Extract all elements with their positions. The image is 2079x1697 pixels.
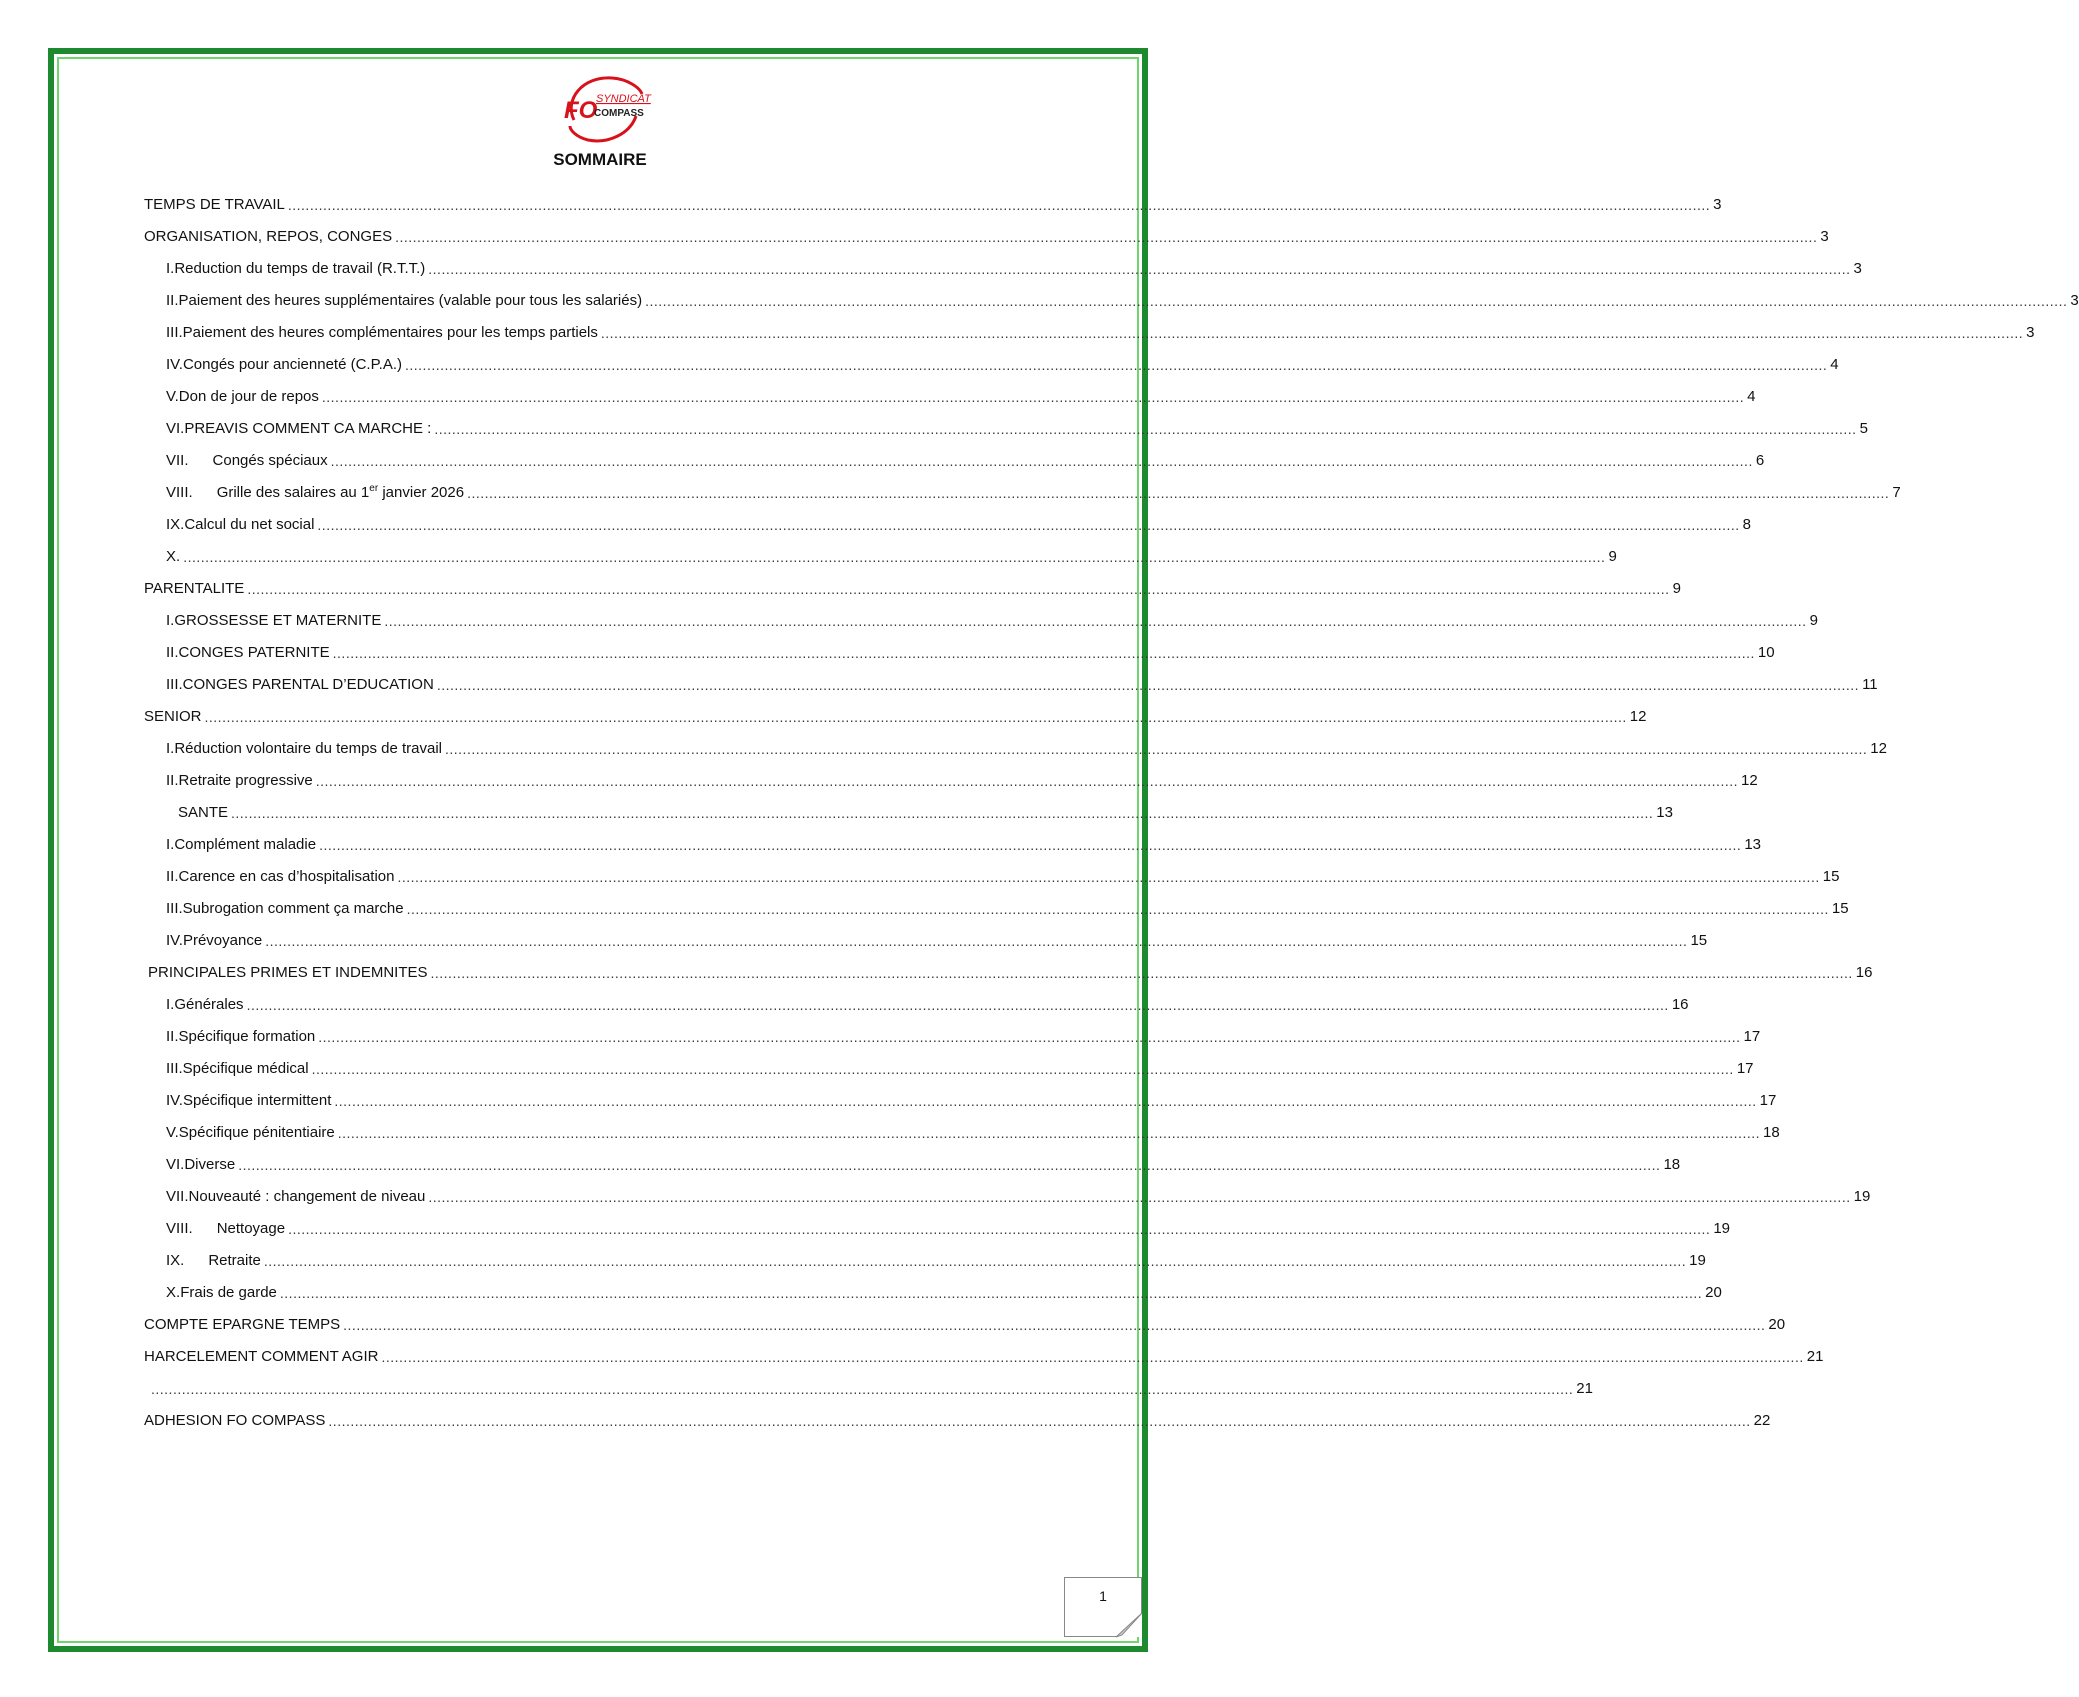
toc-entry-label: Nouveauté : changement de niveau: [188, 1188, 426, 1205]
toc-entry-page: 4: [1747, 388, 1756, 405]
logo-syndicat: SYNDICAT: [596, 93, 651, 105]
toc-leader-dots: ....................................................................................................................................................................................................................................................................................................................................: [319, 837, 1742, 853]
toc-entry[interactable]: [144, 254, 1862, 278]
toc-entry-label: Carence en cas d’hospitalisation: [178, 868, 395, 885]
toc-entry-page: 19: [1853, 1188, 1871, 1205]
toc-entry-page: 21: [1576, 1380, 1593, 1397]
toc-entry-page: 16: [1671, 996, 1689, 1013]
toc-entry-label: Reduction du temps de travail (R.T.T.): [174, 260, 426, 277]
toc-entry-label: Spécifique intermittent: [182, 1092, 332, 1109]
toc-entry[interactable]: [144, 862, 1840, 886]
toc-leader-dots: ....................................................................................................................................................................................................................................................................................................................................: [246, 997, 1669, 1013]
toc-entry-page: 16: [1855, 964, 1873, 981]
toc-entry-page: 15: [1831, 900, 1849, 917]
toc-entry[interactable]: [144, 766, 1758, 790]
toc-entry-label: PARENTALITE: [144, 580, 245, 597]
toc-entry-label: CONGES PATERNITE: [178, 644, 330, 661]
toc-entry[interactable]: [144, 798, 1673, 822]
toc-entry[interactable]: [144, 1150, 1681, 1174]
toc-entry[interactable]: [144, 606, 1818, 630]
toc-entry-label-superscript: er: [369, 483, 379, 494]
toc-leader-dots: ....................................................................................................................................................................................................................................................................................................................................: [330, 453, 1753, 469]
toc-entry-number: II.: [166, 644, 179, 661]
toc-entry-label: ORGANISATION, REPOS, CONGES: [144, 228, 393, 245]
toc-entry-label: PRINCIPALES PRIMES ET INDEMNITES: [148, 964, 428, 981]
page-curl-icon: [1116, 1613, 1142, 1637]
toc-entry-page: 3: [2026, 324, 2035, 341]
toc-entry-page: 17: [1736, 1060, 1754, 1077]
toc-entry-page: 21: [1806, 1348, 1824, 1365]
toc-leader-dots: ....................................................................................................................................................................................................................................................................................................................................: [337, 1125, 1760, 1141]
toc-leader-dots: ....................................................................................................................................................................................................................................................................................................................................: [204, 709, 1627, 725]
page-number: 1: [1099, 1588, 1107, 1604]
toc-entry-label: Réduction volontaire du temps de travail: [174, 740, 442, 757]
toc-entry-page: 17: [1743, 1028, 1761, 1045]
toc-entry-number: II.: [166, 1028, 179, 1045]
toc-entry-label: Spécifique formation: [178, 1028, 316, 1045]
toc-entry[interactable]: [144, 542, 1617, 566]
toc-entry-label-text: Grille des salaires au 1: [216, 484, 370, 501]
toc-entry-page: 3: [1820, 228, 1829, 245]
toc-entry-page: 10: [1757, 644, 1775, 661]
toc-leader-dots: ....................................................................................................................................................................................................................................................................................................................................: [397, 869, 1820, 885]
toc-entry-number: V.: [166, 1124, 179, 1141]
toc-entry-number: IV.: [166, 932, 183, 949]
toc-entry-number: I.: [166, 836, 175, 853]
toc-leader-dots: ....................................................................................................................................................................................................................................................................................................................................: [263, 1253, 1687, 1269]
toc-entry[interactable]: [144, 190, 1722, 214]
toc-entry-label: TEMPS DE TRAVAIL: [144, 196, 285, 213]
toc-entry-page: 3: [1713, 196, 1722, 213]
toc-leader-dots: ....................................................................................................................................................................................................................................................................................................................................: [265, 933, 1688, 949]
logo-fo: FO: [564, 97, 598, 124]
toc-entry-label: Nettoyage: [216, 1220, 286, 1237]
toc-entry-number: II.: [166, 772, 179, 789]
toc-entry-label: HARCELEMENT COMMENT AGIR: [144, 1348, 379, 1365]
toc-leader-dots: ....................................................................................................................................................................................................................................................................................................................................: [395, 229, 1818, 245]
toc-entry[interactable]: [144, 446, 1765, 470]
toc-entry[interactable]: [144, 1310, 1786, 1334]
toc-entry-label: Paiement des heures complémentaires pour les temps partiels: [182, 324, 598, 341]
toc-entry-page: 12: [1741, 772, 1758, 789]
toc-entry[interactable]: [144, 1406, 1771, 1430]
toc-leader-dots: ....................................................................................................................................................................................................................................................................................................................................: [428, 261, 1851, 277]
toc-entry[interactable]: [144, 286, 2079, 310]
toc-leader-dots: ....................................................................................................................................................................................................................................................................................................................................: [238, 1157, 1661, 1173]
toc-entry[interactable]: [144, 478, 1901, 502]
toc-entry[interactable]: [144, 1022, 1761, 1046]
toc-entry-number: I.: [166, 740, 175, 757]
toc-entry-label-text: janvier 2026: [378, 484, 465, 501]
toc-leader-dots: ....................................................................................................................................................................................................................................................................................................................................: [434, 421, 1857, 437]
toc-entry-label: COMPTE EPARGNE TEMPS: [144, 1316, 341, 1333]
toc-leader-dots: ....................................................................................................................................................................................................................................................................................................................................: [183, 549, 1606, 565]
toc-entry[interactable]: [144, 894, 1849, 918]
toc-entry-label: Congés pour ancienneté (C.P.A.): [182, 356, 402, 373]
toc-leader-dots: ....................................................................................................................................................................................................................................................................................................................................: [467, 485, 1890, 501]
toc-entry-number: VIII.: [166, 484, 193, 501]
toc-entry[interactable]: [144, 382, 1756, 406]
toc-entry-label: Retraite progressive: [178, 772, 313, 789]
toc-entry[interactable]: [144, 1246, 1706, 1270]
toc-entry[interactable]: [144, 350, 1839, 374]
toc-entry-label: CONGES PARENTAL D’EDUCATION: [182, 676, 434, 693]
toc-entry-page: 15: [1822, 868, 1840, 885]
toc-entry-label: Subrogation comment ça marche: [182, 900, 404, 917]
toc-entry-label: Spécifique médical: [182, 1060, 309, 1077]
toc-entry-label: Paiement des heures supplémentaires (valable pour tous les salariés): [178, 292, 643, 309]
toc-entry-label: SANTE: [178, 804, 229, 821]
toc-entry-page: 18: [1763, 1124, 1780, 1141]
toc-leader-dots: ....................................................................................................................................................................................................................................................................................................................................: [151, 1381, 1574, 1397]
toc-entry-label: SENIOR: [144, 708, 202, 725]
toc-entry-page: 13: [1656, 804, 1673, 821]
toc-leader-dots: ....................................................................................................................................................................................................................................................................................................................................: [328, 1413, 1751, 1429]
toc-entry[interactable]: [144, 958, 1873, 982]
toc-leader-dots: ....................................................................................................................................................................................................................................................................................................................................: [343, 1317, 1766, 1333]
toc-entry-page: 19: [1713, 1220, 1731, 1237]
toc-entry-page: 13: [1744, 836, 1762, 853]
toc-entry[interactable]: [144, 990, 1689, 1014]
toc-entry-label: PREAVIS COMMENT CA MARCHE :: [184, 420, 432, 437]
toc-leader-dots: ....................................................................................................................................................................................................................................................................................................................................: [288, 1221, 1711, 1237]
toc-entry-number: III.: [166, 324, 183, 341]
toc-entry-number: V.: [166, 388, 179, 405]
toc-leader-dots: ....................................................................................................................................................................................................................................................................................................................................: [279, 1285, 1703, 1301]
toc-entry-page: 5: [1859, 420, 1868, 437]
toc-entry-label: Frais de garde: [180, 1284, 277, 1301]
toc-entry[interactable]: [144, 734, 1887, 758]
toc-entry[interactable]: [144, 414, 1868, 438]
toc-entry-number: IX.: [166, 1252, 185, 1269]
toc-entry[interactable]: [144, 318, 2035, 342]
toc-leader-dots: ....................................................................................................................................................................................................................................................................................................................................: [428, 1189, 1851, 1205]
toc-entry[interactable]: [144, 1374, 1593, 1398]
toc-entry[interactable]: [144, 926, 1708, 950]
page-number-box: [1064, 1577, 1142, 1637]
toc-leader-dots: ....................................................................................................................................................................................................................................................................................................................................: [405, 357, 1828, 373]
toc-entry-number: II.: [166, 292, 179, 309]
toc-entry[interactable]: [144, 670, 1878, 694]
toc-entry-number: III.: [166, 1060, 183, 1077]
toc-entry[interactable]: [144, 1054, 1754, 1078]
toc-entry-number: IV.: [166, 356, 183, 373]
toc-entry-page: 6: [1755, 452, 1765, 469]
toc-entry-number: II.: [166, 868, 179, 885]
toc-entry-page: 12: [1870, 740, 1887, 757]
toc-entry-label: Calcul du net social: [184, 516, 315, 533]
toc-entry-label: Générales: [174, 996, 244, 1013]
toc-leader-dots: ....................................................................................................................................................................................................................................................................................................................................: [315, 773, 1738, 789]
toc-leader-dots: ....................................................................................................................................................................................................................................................................................................................................: [381, 1349, 1804, 1365]
toc-leader-dots: ....................................................................................................................................................................................................................................................................................................................................: [600, 325, 2024, 341]
toc-entry-page: 20: [1705, 1284, 1722, 1301]
toc-entry[interactable]: [144, 1086, 1777, 1110]
toc-leader-dots: ....................................................................................................................................................................................................................................................................................................................................: [287, 197, 1711, 213]
toc-entry[interactable]: [144, 1118, 1780, 1142]
fo-compass-logo: [560, 70, 650, 148]
toc-entry-label: Retraite: [208, 1252, 261, 1269]
toc-entry[interactable]: [144, 1182, 1871, 1206]
toc-leader-dots: ....................................................................................................................................................................................................................................................................................................................................: [334, 1093, 1757, 1109]
toc-entry-number: VI.: [166, 1156, 185, 1173]
toc-entry-page: 19: [1689, 1252, 1706, 1269]
toc-leader-dots: ....................................................................................................................................................................................................................................................................................................................................: [332, 645, 1755, 661]
toc-entry-label: Congés spéciaux: [212, 452, 328, 469]
toc-entry-page: 9: [1672, 580, 1681, 597]
toc-entry-number: III.: [166, 900, 183, 917]
toc-entry[interactable]: [144, 702, 1647, 726]
toc-entry-number: I.: [166, 996, 175, 1013]
toc-entry-number: IV.: [166, 1092, 183, 1109]
toc-entry-page: 8: [1742, 516, 1752, 533]
toc-leader-dots: ....................................................................................................................................................................................................................................................................................................................................: [311, 1061, 1734, 1077]
toc-entry-page: 12: [1629, 708, 1647, 725]
toc-leader-dots: ....................................................................................................................................................................................................................................................................................................................................: [645, 293, 2068, 309]
toc-leader-dots: ....................................................................................................................................................................................................................................................................................................................................: [445, 741, 1868, 757]
toc-entry-page: 4: [1830, 356, 1839, 373]
toc-entry-number: VIII.: [166, 1220, 193, 1237]
toc-entry[interactable]: [144, 1342, 1824, 1366]
toc-entry[interactable]: [144, 830, 1762, 854]
logo-compass: COMPASS: [594, 108, 644, 119]
toc-leader-dots: ....................................................................................................................................................................................................................................................................................................................................: [247, 581, 1670, 597]
toc-entry-number: I.: [166, 612, 175, 629]
toc-entry[interactable]: [144, 638, 1775, 662]
toc-entry-page: 11: [1862, 676, 1878, 693]
toc-entry-page: 9: [1809, 612, 1818, 629]
toc-entry[interactable]: [144, 222, 1829, 246]
toc-entry-number: VII.: [166, 1188, 189, 1205]
toc-entry[interactable]: [144, 510, 1752, 534]
toc-entry-page: 3: [2070, 292, 2079, 309]
toc-entry-label: Complément maladie: [174, 836, 317, 853]
toc-entry-label: [193, 484, 464, 502]
toc-leader-dots: ....................................................................................................................................................................................................................................................................................................................................: [317, 517, 1740, 533]
toc-entry[interactable]: [144, 574, 1681, 598]
toc-entry-number: X.: [166, 1284, 181, 1301]
toc-entry-label: Diverse: [184, 1156, 236, 1173]
toc-leader-dots: ....................................................................................................................................................................................................................................................................................................................................: [430, 965, 1853, 981]
toc-entry-page: 17: [1759, 1092, 1777, 1109]
toc-entry-number: X.: [166, 548, 181, 565]
toc-entry-page: 20: [1768, 1316, 1786, 1333]
toc-entry-page: 9: [1608, 548, 1617, 565]
toc-entry-label: Prévoyance: [182, 932, 263, 949]
toc-entry[interactable]: [144, 1214, 1731, 1238]
toc-entry-label: ADHESION FO COMPASS: [144, 1412, 326, 1429]
toc-entry-number: VII.: [166, 452, 189, 469]
toc-leader-dots: ....................................................................................................................................................................................................................................................................................................................................: [384, 613, 1807, 629]
toc-entry-page: 7: [1892, 484, 1901, 501]
toc-entry-number: VI.: [166, 420, 185, 437]
toc-entry-label: Spécifique pénitentiaire: [178, 1124, 335, 1141]
toc-entry-number: IX.: [166, 516, 185, 533]
toc-entry[interactable]: [144, 1278, 1722, 1302]
toc-leader-dots: ....................................................................................................................................................................................................................................................................................................................................: [231, 805, 1654, 821]
toc-leader-dots: ....................................................................................................................................................................................................................................................................................................................................: [318, 1029, 1741, 1045]
toc-entry-page: 22: [1753, 1412, 1771, 1429]
toc-leader-dots: ....................................................................................................................................................................................................................................................................................................................................: [321, 389, 1745, 405]
page-title: SOMMAIRE: [553, 150, 647, 169]
toc-entry-number: III.: [166, 676, 183, 693]
toc-entry-page: 15: [1690, 932, 1708, 949]
toc-leader-dots: ....................................................................................................................................................................................................................................................................................................................................: [406, 901, 1829, 917]
toc-entry-label: Don de jour de repos: [178, 388, 319, 405]
toc-leader-dots: ....................................................................................................................................................................................................................................................................................................................................: [436, 677, 1860, 693]
toc-entry-number: I.: [166, 260, 175, 277]
toc-entry-label: GROSSESSE ET MATERNITE: [174, 612, 382, 629]
toc-entry-page: 18: [1663, 1156, 1681, 1173]
toc-entry-page: 3: [1853, 260, 1862, 277]
